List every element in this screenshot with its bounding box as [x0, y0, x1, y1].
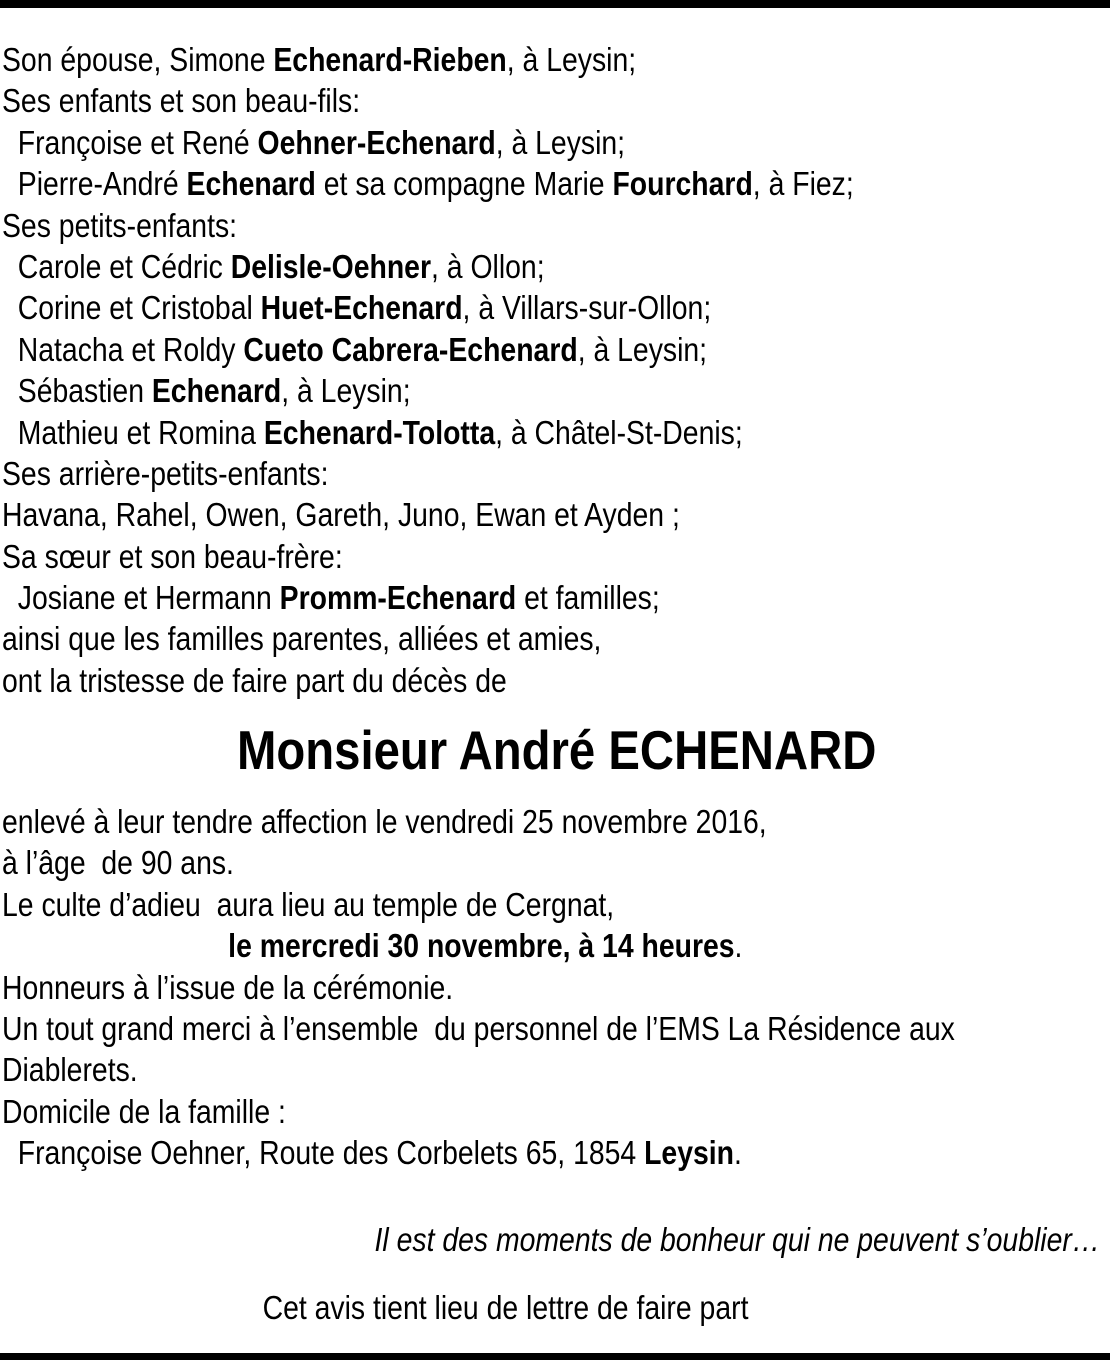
text-segment: , à Villars-sur-Ollon;: [462, 289, 712, 327]
bold-name: Oehner-Echenard: [257, 123, 496, 161]
bold-name: Huet-Echenard: [260, 289, 463, 327]
family-list: [2, 39, 854, 701]
text-segment: Son épouse, Simone: [2, 41, 274, 78]
text-segment: Ses enfants et son beau-fils:: [2, 82, 361, 120]
text-segment: et sa compagne Marie: [315, 165, 613, 203]
text-segment: Diablerets.: [2, 1051, 138, 1089]
text-line: [2, 1049, 955, 1090]
text-segment: et familles;: [516, 579, 660, 617]
text-line: [2, 329, 854, 370]
text-segment: .: [734, 927, 743, 965]
text-segment: Havana, Rahel, Owen, Gareth, Juno, Ewan et Ayden ;: [2, 496, 680, 534]
text-segment: , à Leysin;: [506, 41, 637, 78]
text-segment: Natacha et Roldy: [2, 330, 244, 368]
text-line: [2, 1132, 955, 1173]
text-segment: Françoise et René: [2, 123, 258, 161]
text-segment: Sa sœur et son beau-frère:: [2, 537, 343, 575]
text-line: [2, 205, 854, 246]
bold-name: Fourchard: [612, 165, 753, 203]
text-segment: Sébastien: [2, 372, 152, 410]
closing-note: Cet avis tient lieu de lettre de faire part: [262, 1289, 749, 1326]
text-line: [2, 618, 854, 659]
text-line: [2, 453, 854, 494]
text-segment: Honneurs à l’issue de la cérémonie.: [2, 968, 454, 1006]
text-segment: enlevé à leur tendre affection le vendredi 25 novembre 2016,: [2, 803, 767, 840]
bold-name: Echenard-Tolotta: [263, 413, 496, 451]
text-segment: Ses petits-enfants:: [2, 206, 238, 244]
text-segment: , à Châtel-St-Denis;: [495, 413, 743, 451]
text-segment: Pierre-André: [2, 165, 187, 203]
text-segment: Domicile de la famille :: [2, 1092, 286, 1130]
text-line: [2, 967, 955, 1008]
text-line: [2, 163, 854, 204]
text-segment: ont la tristesse de faire part du décès de: [2, 661, 507, 699]
text-segment: , à Fiez;: [752, 165, 854, 203]
text-line: [2, 39, 854, 80]
text-segment: , à Leysin;: [281, 372, 411, 410]
text-segment: Le culte d’adieu aura lieu au temple de Cergnat,: [2, 885, 615, 923]
text-line: [2, 122, 854, 163]
text-line: [2, 1091, 955, 1132]
text-line: [2, 577, 854, 618]
bold-name: Echenard: [151, 372, 282, 410]
text-line: [2, 536, 854, 577]
text-line: [2, 842, 955, 883]
bottom-border: [0, 1353, 1110, 1360]
text-line: [2, 246, 854, 287]
text-line: [2, 660, 854, 701]
text-segment: Françoise Oehner, Route des Corbelets 65, 1854: [2, 1134, 645, 1172]
bold-name: Echenard-Rieben: [273, 41, 507, 78]
text-segment: .: [733, 1134, 742, 1172]
text-line: [2, 1008, 955, 1049]
text-line: [2, 80, 854, 121]
text-segment: à l’âge de 90 ans.: [2, 844, 234, 882]
text-segment: Mathieu et Romina: [2, 413, 264, 451]
bold-name: Leysin: [644, 1134, 734, 1172]
bold-name: Delisle-Oehner: [230, 247, 432, 285]
text-line: [2, 884, 955, 925]
bold-name: Promm-Echenard: [279, 579, 517, 617]
bold-name: Echenard: [186, 165, 316, 203]
text-segment: Carole et Cédric: [2, 247, 231, 285]
text-segment: Ses arrière-petits-enfants:: [2, 454, 329, 492]
bold-name: le mercredi 30 novembre, à 14 heures: [228, 927, 735, 965]
text-segment: , à Leysin;: [495, 123, 626, 161]
ceremony-details: [2, 801, 955, 1174]
text-segment: , à Leysin;: [577, 330, 708, 368]
text-line: [2, 925, 955, 966]
text-line: [2, 287, 854, 328]
bold-name: Cueto Cabrera-Echenard: [243, 330, 578, 368]
text-segment: Corine et Cristobal: [2, 289, 261, 327]
deceased-name: Monsieur André ECHENARD: [236, 719, 877, 781]
motto: Il est des moments de bonheur qui ne peuvent s’oublier…: [374, 1221, 1101, 1258]
top-border: [0, 0, 1110, 8]
text-line: [2, 370, 854, 411]
text-line: [2, 801, 955, 842]
text-line: [2, 494, 854, 535]
text-line: [2, 412, 854, 453]
text-segment: , à Ollon;: [431, 247, 545, 285]
text-segment: Josiane et Hermann: [2, 579, 280, 617]
text-segment: Un tout grand merci à l’ensemble du personnel de l’EMS La Résidence aux: [2, 1009, 955, 1047]
text-segment: ainsi que les familles parentes, alliées et amies,: [2, 620, 602, 658]
